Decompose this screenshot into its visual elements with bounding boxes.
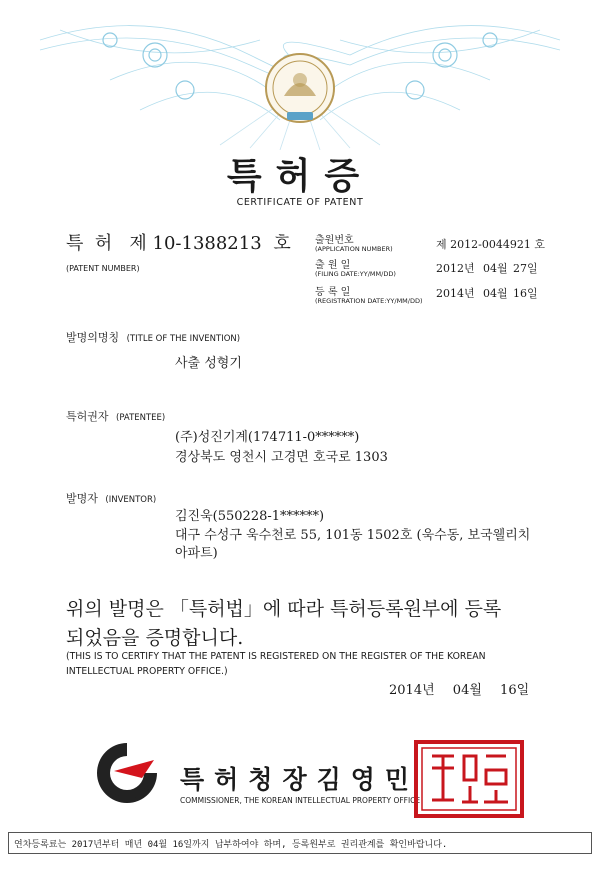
inventor-section: [66, 490, 156, 506]
inventor-name: 김진욱(550228-1******): [175, 509, 325, 524]
certification-statement-en: [66, 649, 546, 679]
registration-label-en: (REGISTRATION DATE:YY/MM/DD): [315, 297, 423, 305]
emblem-banner: [0, 0, 600, 150]
patentee-address: 경상북도 영천시 고경면 호국로 1303: [175, 450, 388, 465]
application-label: 출원번호: [315, 235, 354, 246]
statement-en-line1: (THIS IS TO CERTIFY THAT THE PATENT IS REGISTERED ON THE REGISTER OF THE KOREAN: [66, 651, 486, 662]
inventor-label-en: (INVENTOR): [105, 495, 157, 505]
filing-label: 출 원 일: [315, 260, 351, 271]
filing-day: 27일: [513, 262, 538, 275]
filing-month: 04월: [483, 262, 508, 275]
certification-statement: [66, 595, 546, 653]
patent-number-suffix: 호: [273, 233, 291, 254]
registration-month: 04월: [483, 287, 508, 300]
patentee-name: (주)성진기계(174711-0******): [175, 430, 360, 445]
statement-en-line2: INTELLECTUAL PROPERTY OFFICE.): [66, 666, 228, 677]
inventor-label: 발명자: [66, 492, 98, 505]
patent-number-row: [66, 229, 291, 255]
patentee-label-en: (PATENTEE): [116, 413, 166, 423]
patentee-section: [66, 408, 165, 424]
certification-date-month: 04월: [452, 683, 482, 698]
commissioner-title: 특허청장김영민: [180, 765, 420, 794]
certificate-title: 특허증: [226, 156, 374, 197]
official-seal-stamp: [414, 740, 524, 818]
inventor-address-line2: 아파트): [175, 546, 218, 561]
registration-year: 2014년: [436, 287, 475, 300]
invention-label: 발명의명칭: [66, 331, 120, 344]
invention-section: [66, 329, 240, 345]
registration-day: 16일: [513, 287, 538, 300]
patent-number-value: 10-1388213: [152, 233, 262, 254]
certification-date: [389, 679, 529, 698]
filing-year: 2012년: [436, 262, 475, 275]
statement-line1: 위의 발명은 「특허법」에 따라 특허등록원부에 등록: [66, 598, 502, 620]
certificate-subtitle: CERTIFICATE OF PATENT: [236, 197, 364, 208]
statement-line2: 되었음을 증명합니다.: [66, 627, 244, 649]
invention-label-en: (TITLE OF THE INVENTION): [126, 334, 241, 344]
kipo-logo-icon: [92, 738, 162, 808]
patent-number-label-en: (PATENT NUMBER): [66, 264, 140, 273]
invention-title: 사출 성형기: [175, 356, 242, 371]
inventor-address-line1: 대구 수성구 욱수천로 55, 101동 1502호 (욱수동, 보국웰리치: [175, 528, 531, 543]
certification-date-day: 16일: [500, 683, 530, 698]
application-label-en: (APPLICATION NUMBER): [315, 245, 393, 253]
national-seal-icon: [266, 54, 334, 122]
footer-note: 연차등록료는 2017년부터 매년 04월 16일까지 납부하여야 하며, 등록원부로 권리관계를 확인바랍니다.: [14, 840, 448, 850]
commissioner-title-en: COMMISSIONER, THE KOREAN INTELLECTUAL PROPERTY OFFICE: [180, 796, 421, 805]
application-number: 제 2012-0044921 호: [436, 238, 545, 251]
filing-label-en: (FILING DATE:YY/MM/DD): [315, 270, 396, 278]
certification-date-year: 2014년: [389, 683, 435, 698]
patentee-label: 특허권자: [66, 410, 109, 423]
patent-number-label: 특 허 제: [66, 233, 147, 254]
registration-label: 등 록 일: [315, 287, 351, 298]
